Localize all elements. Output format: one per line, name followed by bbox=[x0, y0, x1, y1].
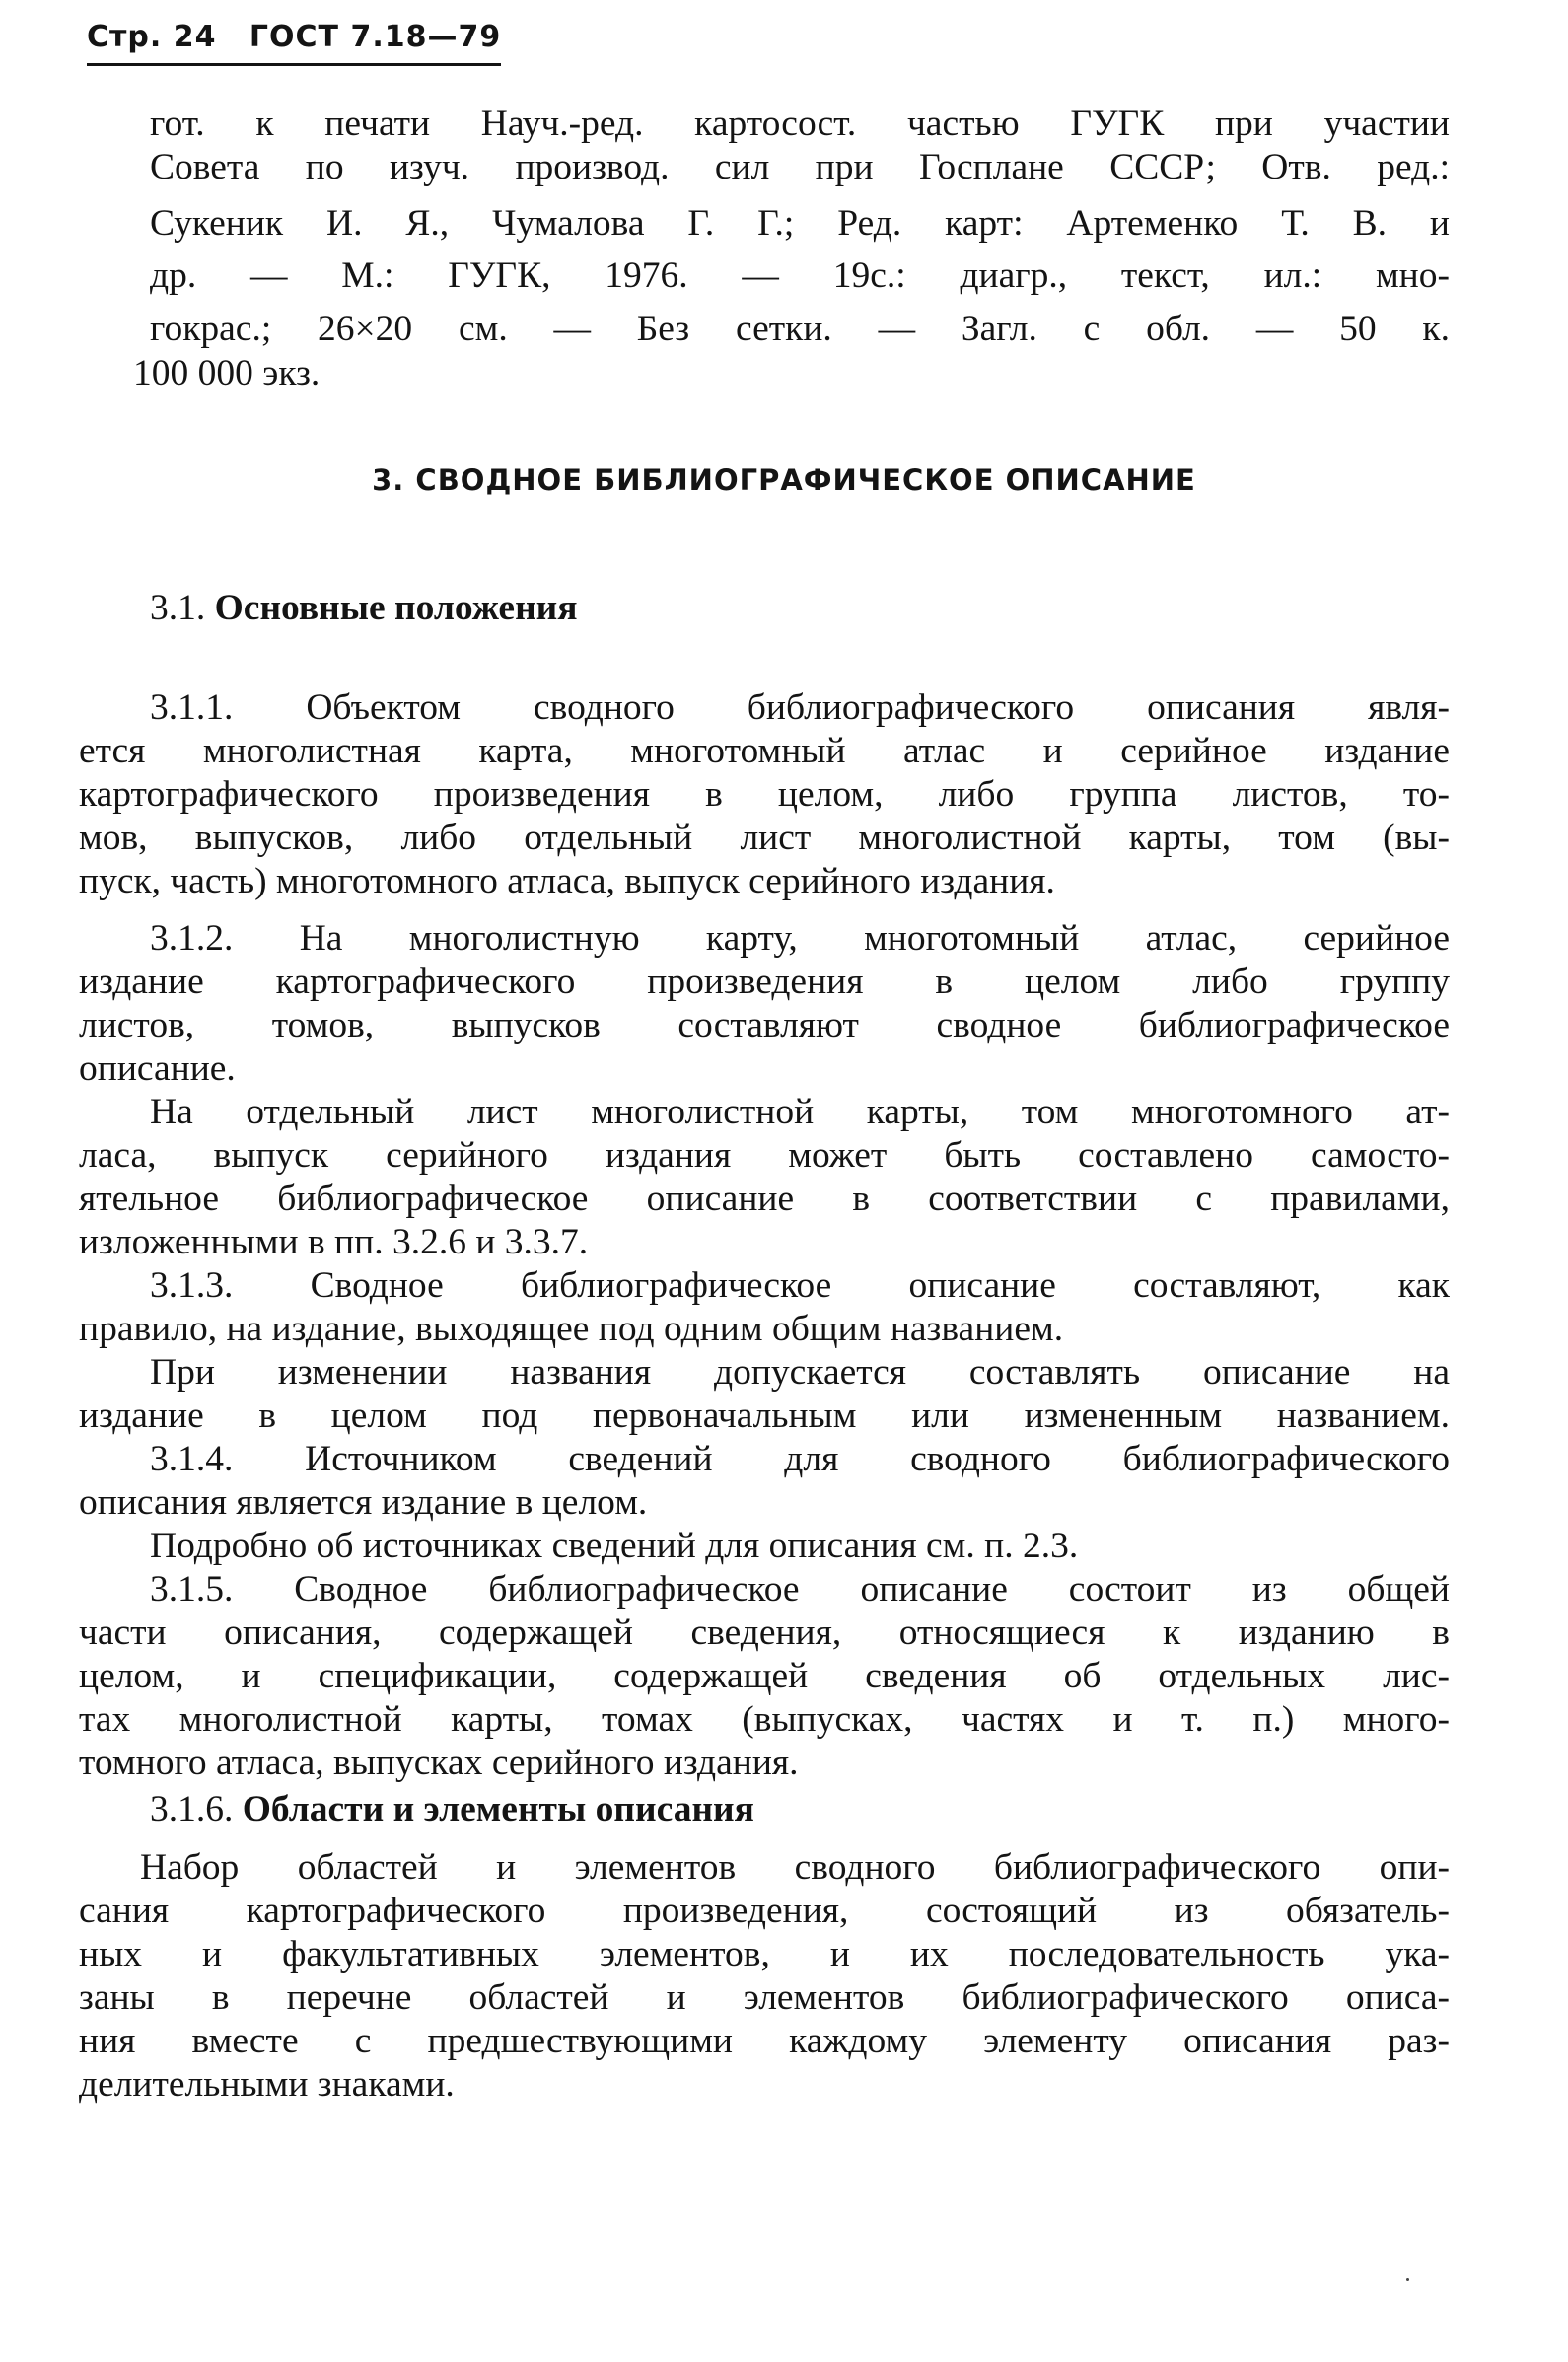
body-line-12: ятельное библиографическое описание в соответствии с правилами, bbox=[79, 1179, 1450, 1219]
subsection-title: Основные положения bbox=[214, 588, 578, 628]
subsection-6-heading bbox=[150, 1788, 754, 1830]
body-line-3: картографического произведения в целом, либо группа листов, то- bbox=[79, 774, 1450, 815]
body-line-17: издание в целом под первоначальным или измененным названием. bbox=[79, 1396, 1450, 1436]
body-line-8: листов, томов, выпусков составляют сводное библиографическое bbox=[79, 1005, 1450, 1045]
final-line-6: делительными знаками. bbox=[79, 2064, 455, 2105]
body-line-13: изложенными в пп. 3.2.6 и 3.3.7. bbox=[79, 1222, 589, 1262]
body-line-21: 3.1.5. Сводное библиографическое описание состоит из общей bbox=[150, 1569, 1450, 1610]
final-line-4: заны в перечне областей и элементов библиографического описа- bbox=[79, 1977, 1450, 2018]
body-line-15: правило, на издание, выходящее под одним общим названием. bbox=[79, 1309, 1064, 1349]
intro-line-6: 100 000 экз. bbox=[133, 353, 321, 394]
body-line-19: описания является издание в целом. bbox=[79, 1482, 648, 1523]
body-line-6: 3.1.2. На многолистную карту, многотомный атлас, серийное bbox=[150, 918, 1450, 959]
final-line-5: ния вместе с предшествующими каждому элементу описания раз- bbox=[79, 2021, 1450, 2061]
final-line-3: ных и факультативных элементов, и их последовательность ука- bbox=[79, 1934, 1450, 1974]
scan-speck bbox=[1406, 2278, 1409, 2281]
body-line-4: мов, выпусков, либо отдельный лист многолистной карты, том (вы- bbox=[79, 818, 1450, 858]
header-rule bbox=[87, 63, 501, 66]
body-line-18: 3.1.4. Источником сведений для сводного библиографического bbox=[150, 1439, 1450, 1479]
body-line-16: При изменении названия допускается составлять описание на bbox=[150, 1352, 1450, 1393]
body-line-2: ется многолистная карта, многотомный атлас и серийное издание bbox=[79, 731, 1450, 771]
body-line-7: издание картографического произведения в целом либо группу bbox=[79, 962, 1450, 1002]
page-number: Стр. 24 bbox=[87, 20, 217, 54]
section-title: 3. СВОДНОЕ БИБЛИОГРАФИЧЕСКОЕ ОПИСАНИЕ bbox=[372, 464, 1196, 497]
body-line-5: пуск, часть) многотомного атласа, выпуск серийного издания. bbox=[79, 861, 1055, 901]
body-line-24: тах многолистной карты, томах (выпусках, частях и т. п.) много- bbox=[79, 1699, 1450, 1740]
body-line-14: 3.1.3. Сводное библиографическое описание составляют, как bbox=[150, 1265, 1450, 1306]
final-line-2: сания картографического произведения, состоящий из обязатель- bbox=[79, 1891, 1450, 1931]
subsection-6-number: 3.1.6. bbox=[150, 1789, 234, 1829]
body-line-22: части описания, содержащей сведения, относящиеся к изданию в bbox=[79, 1612, 1450, 1653]
intro-line-1: гот. к печати Науч.-ред. картосост. частью ГУГК при участии bbox=[150, 104, 1450, 144]
body-line-1: 3.1.1. Объектом сводного библиографического описания явля- bbox=[150, 687, 1450, 728]
final-line-1: Набор областей и элементов сводного библиографического опи- bbox=[140, 1847, 1450, 1888]
standard-code: ГОСТ 7.18—79 bbox=[249, 20, 502, 54]
subsection-heading bbox=[150, 587, 578, 629]
body-line-11: ласа, выпуск серийного издания может быть составлено самосто- bbox=[79, 1135, 1450, 1176]
intro-line-2: Совета по изуч. производ. сил при Госплане СССР; Отв. ред.: bbox=[150, 147, 1450, 187]
running-header bbox=[87, 20, 523, 54]
body-line-10: На отдельный лист многолистной карты, том многотомного ат- bbox=[150, 1092, 1450, 1132]
body-line-9: описание. bbox=[79, 1048, 236, 1089]
body-line-23: целом, и спецификации, содержащей сведения об отдельных лис- bbox=[79, 1656, 1450, 1696]
intro-line-4: др. — М.: ГУГК, 1976. — 19с.: диагр., текст, ил.: мно- bbox=[150, 255, 1450, 296]
body-line-25: томного атласа, выпусках серийного издания. bbox=[79, 1743, 799, 1783]
intro-line-5: гокрас.; 26×20 см. — Без сетки. — Загл. с обл. — 50 к. bbox=[150, 309, 1450, 349]
intro-line-3: Сукеник И. Я., Чумалова Г. Г.; Ред. карт: Артеменко Т. В. и bbox=[150, 203, 1450, 244]
body-line-20: Подробно об источниках сведений для описания см. п. 2.3. bbox=[150, 1526, 1079, 1566]
subsection-number: 3.1. bbox=[150, 588, 206, 628]
subsection-6-title: Области и элементы описания bbox=[242, 1789, 754, 1829]
